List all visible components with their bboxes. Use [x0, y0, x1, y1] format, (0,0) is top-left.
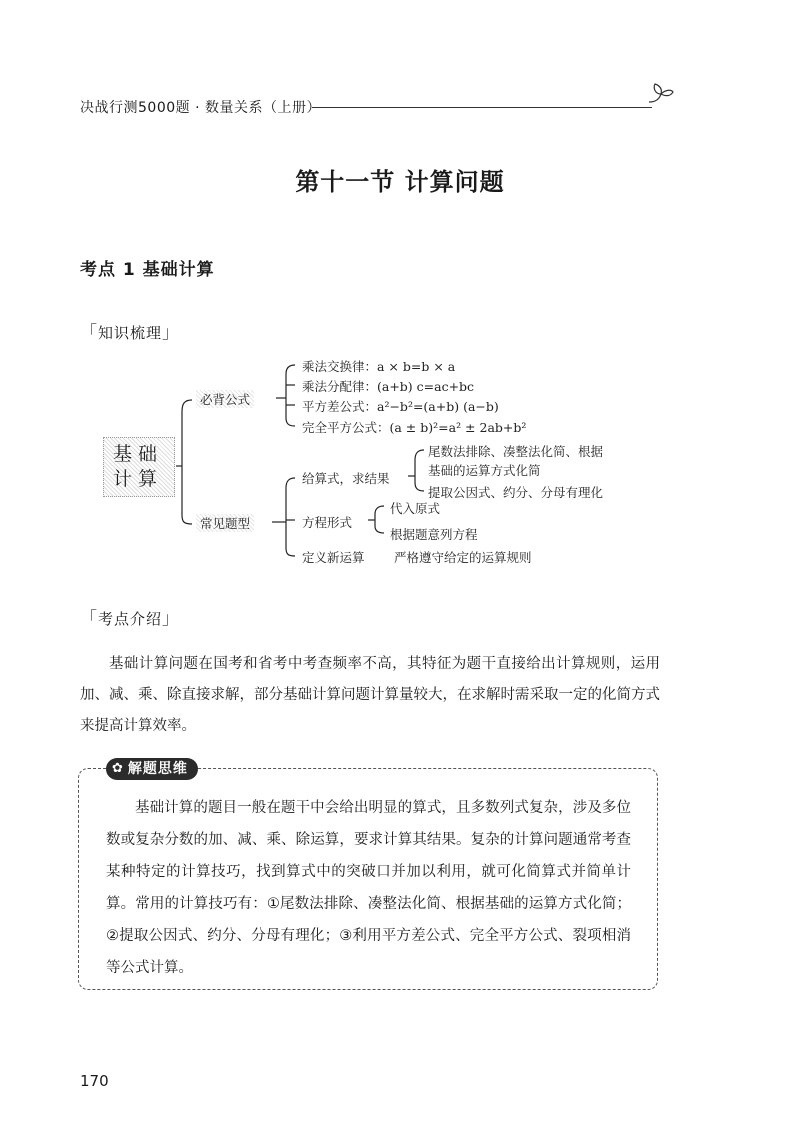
formula-item: 乘法分配律：(a+b) c=ac+bc	[302, 379, 475, 394]
point-title: 考点 1 基础计算	[80, 260, 215, 280]
given-formula-item: 基础的运算方式化简	[428, 463, 541, 478]
flower-icon: ✿	[112, 761, 124, 776]
equation-node: 方程形式	[302, 515, 353, 530]
mindmap-root: 基础计算	[112, 443, 163, 490]
page-number: 170	[80, 1072, 109, 1090]
thinking-badge	[106, 758, 198, 780]
intro-label: 考点介绍	[98, 610, 163, 628]
formula-item: 平方差公式：a²−b²=(a+b) (a−b)	[302, 399, 499, 414]
thinking-label: 解题思维	[127, 761, 188, 777]
intro-paragraph: 基础计算问题在国考和省考中考查频率不高，其特征为题干直接给出计算规则，运用加、减、乘、除直接求解，部分基础计算问题计算量较大，在求解时需采取一定的化简方式来提高计算效率。	[80, 656, 660, 734]
knowledge-heading: 「知识梳理」	[80, 323, 181, 343]
must-formulas-node: 必背公式	[196, 390, 254, 408]
given-formula-item: 尾数法排除、凑整法化简、根据	[428, 444, 604, 459]
book-title: 决战行测5000题 · 数量关系（上册）	[80, 100, 321, 116]
formula-item: 完全平方公式：(a ± b)²=a² ± 2ab+b²	[302, 420, 527, 435]
new-operation-node: 定义新运算	[302, 550, 365, 565]
given-formula-item: 提取公因式、约分、分母有理化	[428, 485, 604, 500]
new-operation-desc: 严格遵守给定的运算规则	[394, 550, 532, 565]
section-title: 第十一节 计算问题	[295, 168, 505, 196]
formula-item: 乘法交换律：a × b=b × a	[302, 359, 456, 374]
knowledge-label: 知识梳理	[98, 324, 163, 342]
equation-item: 根据题意列方程	[390, 527, 478, 542]
equation-item: 代入原式	[390, 501, 441, 516]
intro-heading: 「考点介绍」	[80, 609, 181, 629]
common-types-node: 常见题型	[196, 514, 254, 532]
thinking-paragraph: 基础计算的题目一般在题干中会给出明显的算式，且多数列式复杂，涉及多位数或复杂分数的加、减、乘、除运算，要求计算其结果。复杂的计算问题通常考查某种特定的计算技巧，找到算式中的突破口并加以利用，就可化简算式并简单计算。常用的计算技巧有：①尾数法排除、凑整法化简、根据基础的运算方式化简；②提取公因式、约分、分母有理化；③利用平方差公式、完全平方公式、裂项相消等公式计算。	[106, 800, 631, 976]
given-formula-node: 给算式，求结果	[302, 471, 390, 486]
